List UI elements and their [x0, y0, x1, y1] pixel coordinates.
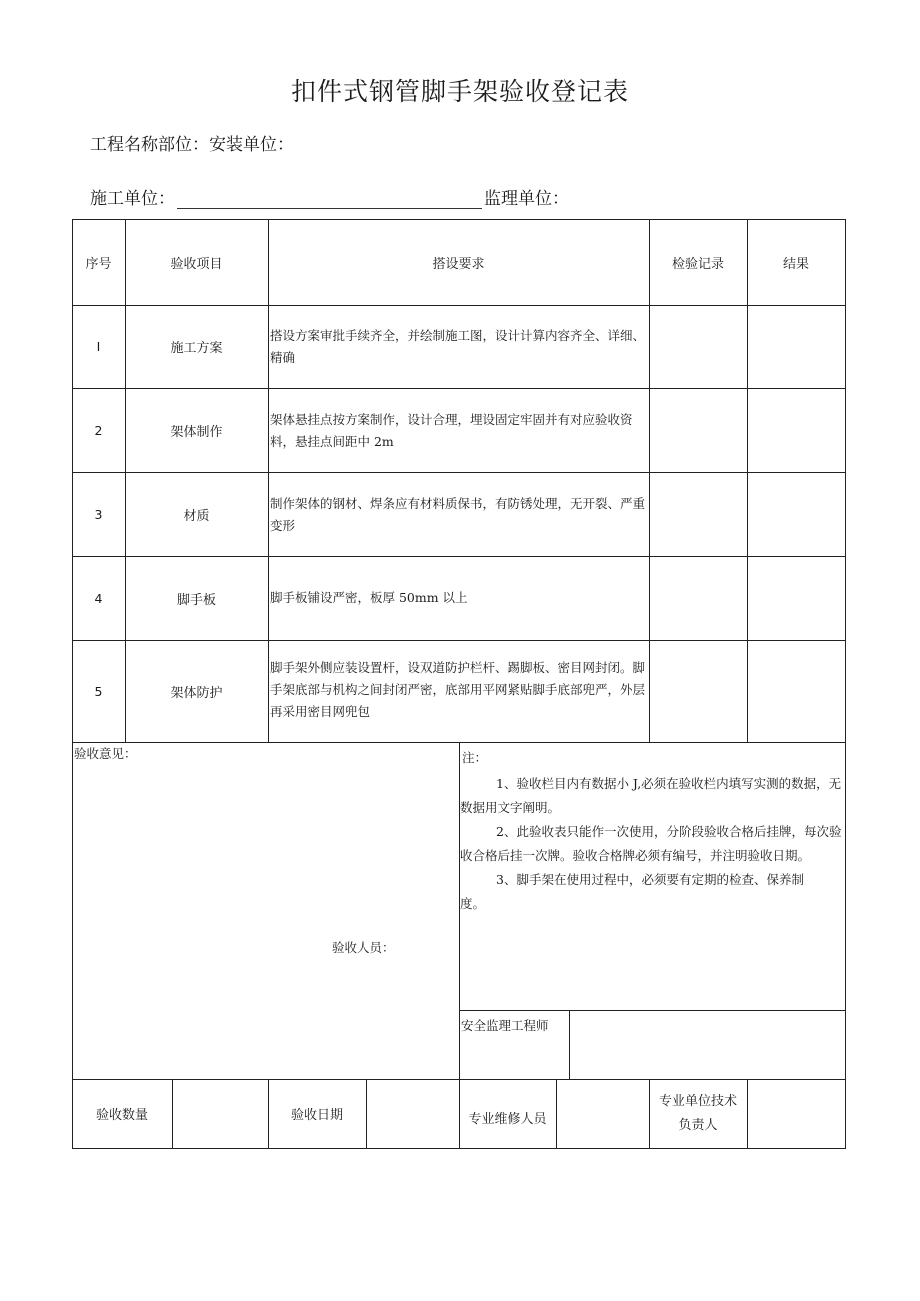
row-4-item: 脚手板	[176, 592, 216, 608]
quantity-field[interactable]	[172, 1079, 268, 1148]
tech-lead-label: 专业单位技术负责人	[658, 1093, 737, 1133]
row-2-record-cell[interactable]	[649, 388, 747, 472]
page-title: 扣件式钢管脚手架验收登记表	[290, 77, 629, 106]
row-2-no: 2	[94, 422, 103, 438]
inspectors-label: 验收人员：	[332, 940, 395, 955]
row-5-result-cell[interactable]	[747, 640, 845, 742]
header-result: 结果	[782, 256, 809, 272]
tech-lead-field[interactable]	[747, 1079, 845, 1148]
row-4-no: 4	[94, 590, 103, 606]
row-1-requirement: 搭设方案审批手续齐全，并绘制施工图，设计计算内容齐全、详细、精确	[270, 328, 646, 365]
project-line: 工程名称部位：安装单位：	[90, 135, 294, 155]
row-4-result-cell[interactable]	[747, 556, 845, 640]
row-1-record-cell[interactable]	[649, 305, 747, 388]
supervision-unit-label: 监理单位：	[484, 189, 569, 209]
unit-line	[90, 184, 569, 209]
row-2-requirement: 架体悬挂点按方案制作，设计合理，埋设固定牢固并有对应验收资料，悬挂点间距中 2m	[270, 412, 633, 449]
construction-unit-label: 施工单位：	[90, 189, 175, 209]
safety-engineer-label: 安全监理工程师	[461, 1018, 549, 1033]
opinion-field[interactable]	[74, 760, 458, 1078]
construction-unit-field[interactable]	[177, 191, 482, 209]
header-record: 检验记录	[671, 256, 724, 272]
row-2-result-cell[interactable]	[747, 388, 845, 472]
notes-heading: 注：	[462, 750, 488, 765]
row-3-item: 材质	[183, 508, 210, 524]
note-item-2: 2、此验收表只能作一次使用，分阶段验收合格后挂牌，每次验收合格后挂一次牌。验收合格牌必须有编号，并注明验收日期。	[460, 824, 842, 863]
date-label: 验收日期	[290, 1108, 343, 1123]
row-5-record-cell[interactable]	[649, 640, 747, 742]
header-item: 验收项目	[170, 256, 223, 272]
row-4-record-cell[interactable]	[649, 556, 747, 640]
maintenance-label: 专业维修人员	[468, 1111, 547, 1127]
row-5-requirement: 脚手架外侧应装设置杆，设双道防护栏杆、踢脚板、密目网封闭。脚手架底部与机构之间封闭严密，底部用平网紧贴脚手底部兜严，外层再采用密目网兜包	[270, 660, 646, 719]
row-4-requirement: 脚手板铺设严密，板厚 50mm 以上	[270, 590, 468, 605]
date-field[interactable]	[366, 1079, 459, 1148]
row-3-no: 3	[94, 506, 103, 522]
row-5-item: 架体防护	[170, 685, 223, 701]
safety-engineer-field[interactable]	[570, 1011, 845, 1078]
maintenance-field[interactable]	[556, 1079, 649, 1148]
row-1-result-cell[interactable]	[747, 305, 845, 388]
row-3-result-cell[interactable]	[747, 472, 845, 556]
row-2-item: 架体制作	[170, 424, 223, 440]
row-3-requirement: 制作架体的钢材、焊条应有材料质保书，有防锈处理，无开裂、严重变形	[270, 496, 646, 533]
header-requirement: 搭设要求	[432, 256, 485, 272]
header-no: 序号	[85, 256, 112, 272]
row-1-no: I	[96, 339, 101, 354]
row-3-record-cell[interactable]	[649, 472, 747, 556]
row-1-item: 施工方案	[170, 341, 223, 356]
opinion-label: 验收意见：	[74, 746, 137, 761]
row-5-no: 5	[94, 683, 103, 699]
note-item-3: 3、脚手架在使用过程中，必须要有定期的检查、保养制度。	[460, 872, 804, 911]
quantity-label: 验收数量	[95, 1108, 148, 1123]
note-item-1: 1、验收栏目内有数据小 J,必须在验收栏内填写实测的数据，无数据用文字阐明。	[460, 776, 842, 815]
